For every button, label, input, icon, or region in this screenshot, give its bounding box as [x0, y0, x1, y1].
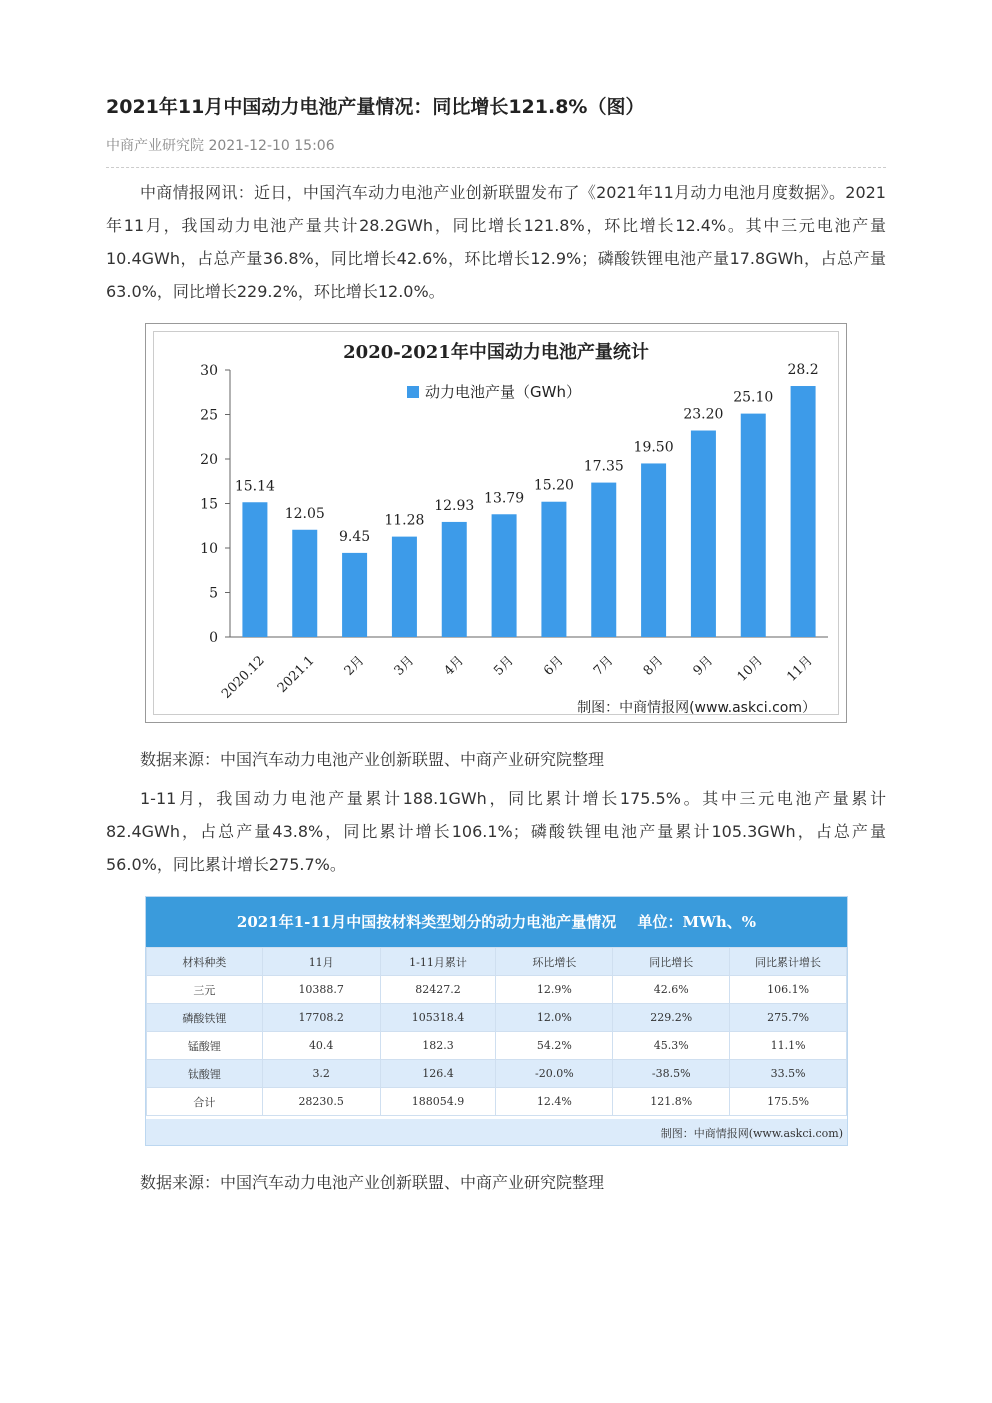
bar	[791, 386, 816, 637]
table-cell: 12.4%	[496, 1088, 613, 1116]
table-cell: 10388.7	[262, 976, 380, 1004]
table-cell: 33.5%	[730, 1060, 847, 1088]
table-cell: 54.2%	[496, 1032, 613, 1060]
x-tick-label: 6月	[541, 653, 567, 679]
y-tick-label: 15	[200, 496, 218, 513]
chart-credit: 制图：中商情报网(www.askci.com）	[577, 700, 816, 716]
bar-value-label: 25.10	[733, 389, 774, 406]
article-title: 2021年11月中国动力电池产量情况：同比增长121.8%（图）	[106, 96, 645, 118]
x-tick-label: 9月	[690, 653, 717, 679]
table-cell: 188054.9	[380, 1088, 496, 1116]
y-tick-label: 25	[200, 407, 218, 424]
table-cell: 三元	[147, 976, 263, 1004]
bar-value-label: 28.2	[787, 362, 819, 379]
table-cell: 106.1%	[730, 976, 847, 1004]
column-header: 同比累计增长	[730, 948, 847, 976]
bar	[691, 431, 716, 637]
y-tick-label: 10	[200, 541, 218, 557]
column-header: 11月	[262, 948, 380, 976]
table-cell: 28230.5	[262, 1088, 380, 1116]
table-cell: 175.5%	[730, 1088, 847, 1116]
y-tick-label: 20	[200, 452, 218, 468]
bar	[342, 553, 367, 637]
bar-value-label: 15.14	[234, 478, 275, 495]
table-row	[147, 1088, 847, 1116]
bar	[591, 483, 616, 637]
article-source-date: 中商产业研究院 2021-12-10 15:06	[106, 138, 335, 154]
table-cell: 12.9%	[496, 976, 613, 1004]
bar	[541, 502, 566, 637]
table-title: 2021年1-11月中国按材料类型划分的动力电池产量情况	[236, 913, 617, 931]
table-cell: 82427.2	[380, 976, 496, 1004]
bar-value-label: 9.45	[338, 528, 371, 545]
legend-swatch	[407, 386, 419, 398]
bar	[741, 414, 766, 637]
table-cell: 合计	[147, 1088, 263, 1116]
bar	[292, 530, 317, 637]
bar-value-label: 19.50	[633, 439, 674, 456]
table-cell: -38.5%	[613, 1060, 730, 1088]
legend-label: 动力电池产量（GWh）	[425, 383, 581, 401]
table-row	[147, 976, 847, 1004]
bar-value-label: 13.79	[484, 490, 525, 507]
x-tick-label: 2020.12	[219, 653, 268, 702]
table-cell: -20.0%	[496, 1060, 613, 1088]
chart-data-source: 数据来源：中国汽车动力电池产业创新联盟、中商产业研究院整理	[140, 750, 605, 769]
chart-svg	[146, 324, 846, 722]
column-header: 环比增长	[496, 948, 613, 976]
table-cell: 126.4	[380, 1060, 496, 1088]
x-tick-label: 4月	[441, 653, 468, 679]
bar-value-label: 17.35	[583, 458, 624, 475]
bar	[242, 502, 267, 637]
divider	[106, 167, 886, 168]
table-cell: 钛酸锂	[147, 1060, 263, 1088]
table-cell: 40.4	[262, 1032, 380, 1060]
table-cell: 磷酸铁锂	[147, 1004, 263, 1032]
table-cell: 锰酸锂	[147, 1032, 263, 1060]
table-unit: 单位：MWh、%	[637, 913, 757, 931]
bar	[641, 463, 666, 637]
bar-value-label: 23.20	[683, 406, 724, 423]
x-tick-label: 2月	[341, 653, 368, 679]
column-header: 同比增长	[613, 948, 730, 976]
table-row	[147, 1060, 847, 1088]
table-cell: 3.2	[262, 1060, 380, 1088]
bar	[492, 514, 517, 637]
column-header: 材料种类	[147, 948, 263, 976]
table-header-row	[147, 948, 847, 976]
x-tick-label: 8月	[640, 653, 667, 679]
table-data-source: 数据来源：中国汽车动力电池产业创新联盟、中商产业研究院整理	[140, 1173, 605, 1192]
table-footer	[146, 1119, 847, 1145]
table-cell: 12.0%	[496, 1004, 613, 1032]
x-tick-label: 11月	[784, 653, 816, 685]
y-tick-label: 5	[209, 585, 218, 602]
bar	[392, 537, 417, 637]
x-tick-label: 3月	[391, 653, 418, 679]
table-title-bar	[146, 897, 847, 947]
x-tick-label: 2021.1	[274, 653, 318, 697]
table-credit: 制图：中商情报网(www.askci.com)	[660, 1127, 843, 1140]
table-cell: 105318.4	[380, 1004, 496, 1032]
y-tick-label: 0	[209, 630, 218, 646]
bar-value-label: 12.05	[284, 505, 325, 522]
production-chart	[145, 323, 847, 723]
material-table	[145, 896, 848, 1146]
table-cell: 17708.2	[262, 1004, 380, 1032]
table-cell: 121.8%	[613, 1088, 730, 1116]
x-tick-label: 7月	[590, 653, 617, 679]
table-cell: 42.6%	[613, 976, 730, 1004]
x-tick-label: 5月	[491, 653, 517, 679]
column-header: 1-11月累计	[380, 948, 496, 976]
table-cell: 11.1%	[730, 1032, 847, 1060]
bar	[442, 522, 467, 637]
table-cell: 45.3%	[613, 1032, 730, 1060]
y-tick-label: 30	[200, 363, 218, 379]
table-cell: 182.3	[380, 1032, 496, 1060]
table-cell: 275.7%	[730, 1004, 847, 1032]
chart-title: 2020-2021年中国动力电池产量统计	[343, 342, 649, 363]
table-row	[147, 1004, 847, 1032]
paragraph-cumulative: 1-11月，我国动力电池产量累计188.1GWh，同比累计增长175.5%。其中三元电池产量累计82.4GWh，占总产量43.8%，同比累计增长106.1%；磷酸铁锂电池产量累计105.3GWh，占总产量56.0%，同比累计增长275.7%。	[106, 789, 886, 874]
table-grid	[146, 947, 847, 1116]
table-row	[147, 1032, 847, 1060]
bar-value-label: 11.28	[384, 512, 425, 529]
paragraph-intro: 中商情报网讯：近日，中国汽车动力电池产业创新联盟发布了《2021年11月动力电池月度数据》。2021年11月，我国动力电池产量共计28.2GWh，同比增长121.8%，环比增长12.4%。其中三元电池产量10.4GWh，占总产量36.8%，同比增长42.6%，环比增长12.9%；磷酸铁锂电池产量17.8GWh，占总产量63.0%，同比增长229.2%，环比增长12.0%。	[106, 183, 886, 301]
bar-value-label: 12.93	[434, 497, 475, 514]
x-tick-label: 10月	[734, 653, 767, 685]
bar-value-label: 15.20	[533, 477, 574, 494]
table-cell: 229.2%	[613, 1004, 730, 1032]
